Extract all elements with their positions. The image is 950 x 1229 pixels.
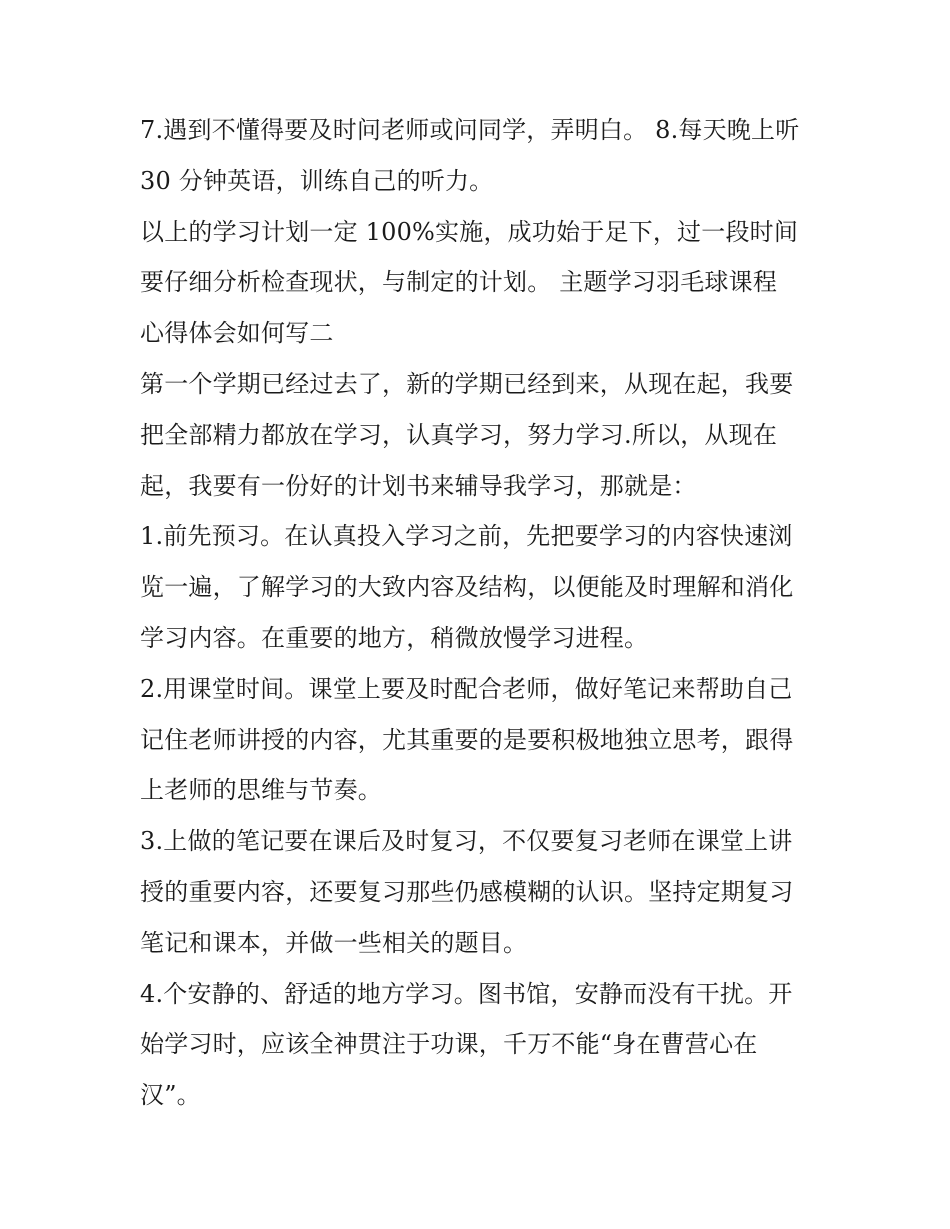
text-line: 笔记和课本，并做一些相关的题目。 — [140, 928, 528, 957]
text-line: 1.前先预习。在认真投入学习之前，先把要学习的内容快速浏 — [140, 522, 793, 551]
text-line: 览一遍，了解学习的大致内容及结构，以便能及时理解和消化 — [140, 573, 794, 602]
text-line: 起，我要有一份好的计划书来辅导我学习，那就是： — [140, 471, 697, 500]
text-line: 汉”。 — [140, 1081, 201, 1110]
text-line: 以上的学习计划一定 100%实施，成功始于足下，过一段时间 — [140, 217, 799, 246]
text-line: 把全部精力都放在学习，认真学习，努力学习.所以，从现在 — [140, 420, 778, 449]
text-line: 上老师的思维与节奏。 — [140, 776, 382, 805]
text-line: 4.个安静的、舒适的地方学习。图书馆，安静而没有干扰。开 — [140, 979, 793, 1008]
text-line: 2.用课堂时间。课堂上要及时配合老师，做好笔记来帮助自己 — [140, 674, 793, 703]
text-line: 3.上做的笔记要在课后及时复习，不仅要复习老师在课堂上讲 — [140, 827, 793, 856]
text-line: 要仔细分析检查现状，与制定的计划。 主题学习羽毛球课程 — [140, 268, 778, 297]
text-line: 30 分钟英语，训练自己的听力。 — [140, 166, 494, 195]
text-line: 授的重要内容，还要复习那些仍感模糊的认识。坚持定期复习 — [140, 877, 794, 906]
text-line: 记住老师讲授的内容，尤其重要的是要积极地独立思考，跟得 — [140, 725, 794, 754]
document-body — [140, 105, 820, 1121]
text-line: 7.遇到不懂得要及时问老师或问同学，弄明白。 8.每天晚上听 — [140, 116, 800, 144]
text-line: 第一个学期已经过去了，新的学期已经到来，从现在起，我要 — [140, 369, 794, 398]
text-line: 始学习时，应该全神贯注于功课，千万不能“身在曹营心在 — [140, 1030, 758, 1059]
text-line: 学习内容。在重要的地方，稍微放慢学习进程。 — [140, 623, 649, 652]
text-line: 心得体会如何写二 — [140, 319, 334, 348]
